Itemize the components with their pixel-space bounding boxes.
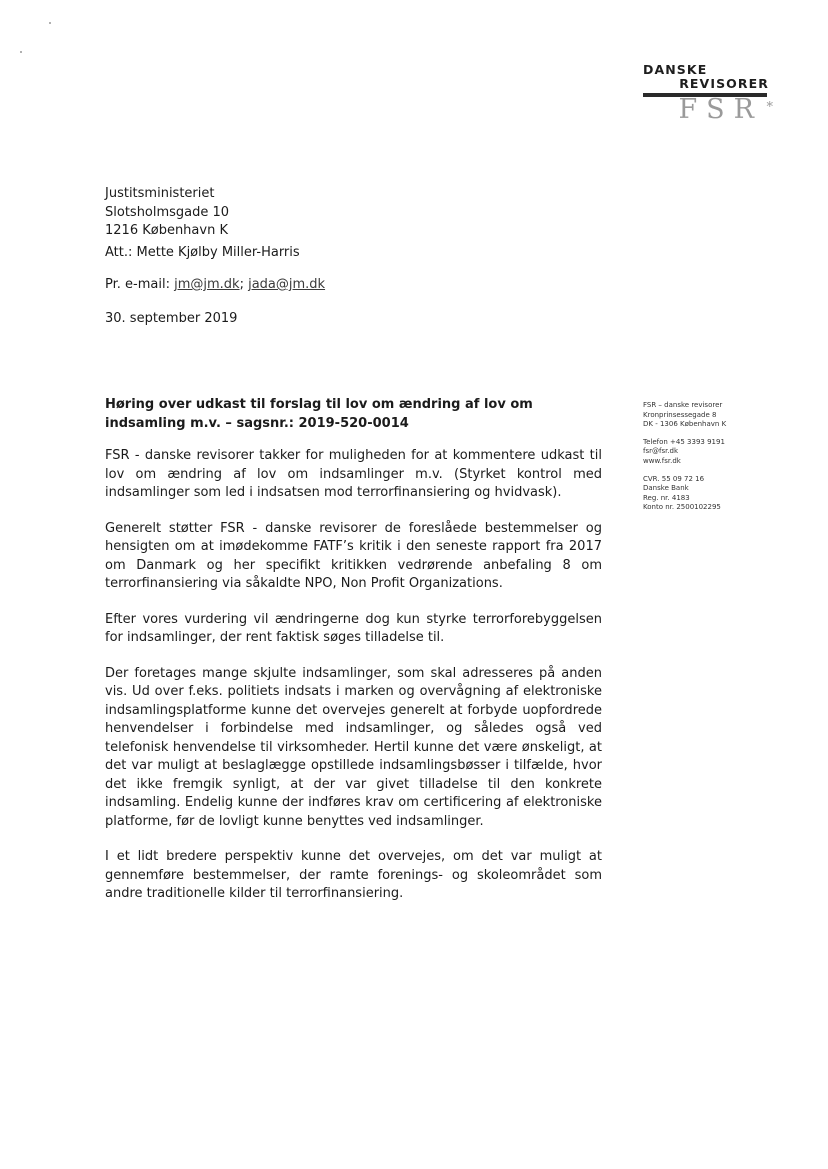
- email-line: [105, 277, 325, 292]
- letter-body: [105, 447, 602, 921]
- sender-line: FSR – danske revisorer: [643, 401, 723, 409]
- recipient-line: Slotsholmsgade 10: [105, 204, 230, 220]
- scan-speck: [20, 51, 22, 53]
- sender-address: [643, 401, 753, 430]
- sender-line: www.fsr.dk: [643, 456, 681, 465]
- sender-line: CVR. 55 09 72 16: [643, 474, 705, 483]
- email-link-jada[interactable]: jada@jm.dk: [248, 277, 326, 292]
- body-paragraph: Generelt støtter FSR - danske revisorer de foreslåede bestemmelser og hensigten om at imødekomme FATF’s kritik i den seneste rapport fra 2017 om Danmark og her specifikt kritikken vedrørende anbefaling 8 om terrorfinansiering via såkaldte NPO, Non Profit Organizations.: [105, 520, 602, 591]
- logo-text-revisorer: REVISORER: [679, 76, 769, 91]
- fsr-logo: [643, 62, 773, 125]
- body-paragraph: FSR - danske revisorer takker for muligheden for at kommentere udkast til lov om ændring af lov om indsamlinger m.v. (Styrket kontrol med indsamlinger som led i indsatsen mod terrorfinansiering og hvidvask).: [105, 448, 602, 500]
- letter-subject: Høring over udkast til forslag til lov om ændring af lov om indsamling m.v. – sagsnr.: 2019-520-0014: [105, 397, 533, 431]
- logo-star: *: [766, 100, 773, 115]
- sender-line: Kronprinsessegade 8: [643, 410, 717, 419]
- sender-line: Reg. nr. 4183: [643, 493, 690, 502]
- logo-fsr-letters: FSR: [678, 94, 763, 125]
- sender-line: Danske Bank: [643, 484, 689, 493]
- recipient-line: 1216 København K: [105, 223, 228, 238]
- recipient-address: [105, 185, 300, 262]
- body-paragraph: I et lidt bredere perspektiv kunne det overvejes, om det var muligt at gennemføre bestemmelser, der ramte forenings- og skoleområdet som andre traditionelle kilder til terrorfinansiering.: [105, 849, 602, 901]
- email-link-jm[interactable]: jm@jm.dk: [174, 277, 240, 292]
- sender-info: [643, 401, 753, 521]
- scan-speck: [49, 22, 51, 24]
- sender-line: fsr@fsr.dk: [643, 447, 679, 456]
- sender-line: Konto nr. 2500102295: [643, 503, 721, 512]
- logo-text-danske: DANSKE: [643, 62, 708, 77]
- sender-line: Telefon +45 3393 9191: [643, 437, 725, 446]
- sender-contact: [643, 438, 753, 467]
- letter-date: 30. september 2019: [105, 311, 238, 326]
- logo-fsr-mark: [643, 94, 773, 125]
- recipient-att: Att.: Mette Kjølby Miller-Harris: [105, 244, 300, 260]
- body-paragraph: Efter vores vurdering vil ændringerne dog kun styrke terrorforebyggelsen for indsamlinger, der rent faktisk søges tilladelse til.: [105, 611, 602, 645]
- email-prefix: Pr. e-mail:: [105, 277, 175, 292]
- recipient-line: Justitsministeriet: [105, 186, 215, 201]
- email-separator: ;: [239, 277, 249, 292]
- sender-bank: [643, 475, 753, 513]
- sender-line: DK - 1306 København K: [643, 420, 727, 429]
- body-paragraph: Der foretages mange skjulte indsamlinger, som skal adresseres på anden vis. Ud over f.eks. politiets indsats i marken og overvågning af elektroniske indsamlingsplatforme kunne det overvejes generelt at forbyde uopfordrede henvendelser i forbindelse med indsamlinger, og således også ved telefonisk henvendelse til virksomheder. Hertil kunne det være ønskeligt, at det var muligt at beslaglægge opstillede indsamlingsbøsser i tilfælde, hvor det ikke fremgik synligt, at der var givet tilladelse til den konkrete indsamling. Endelig kunne der indføres krav om certificering af elektroniske platforme, før de lovligt kunne benyttes ved indsamlinger.: [105, 665, 602, 829]
